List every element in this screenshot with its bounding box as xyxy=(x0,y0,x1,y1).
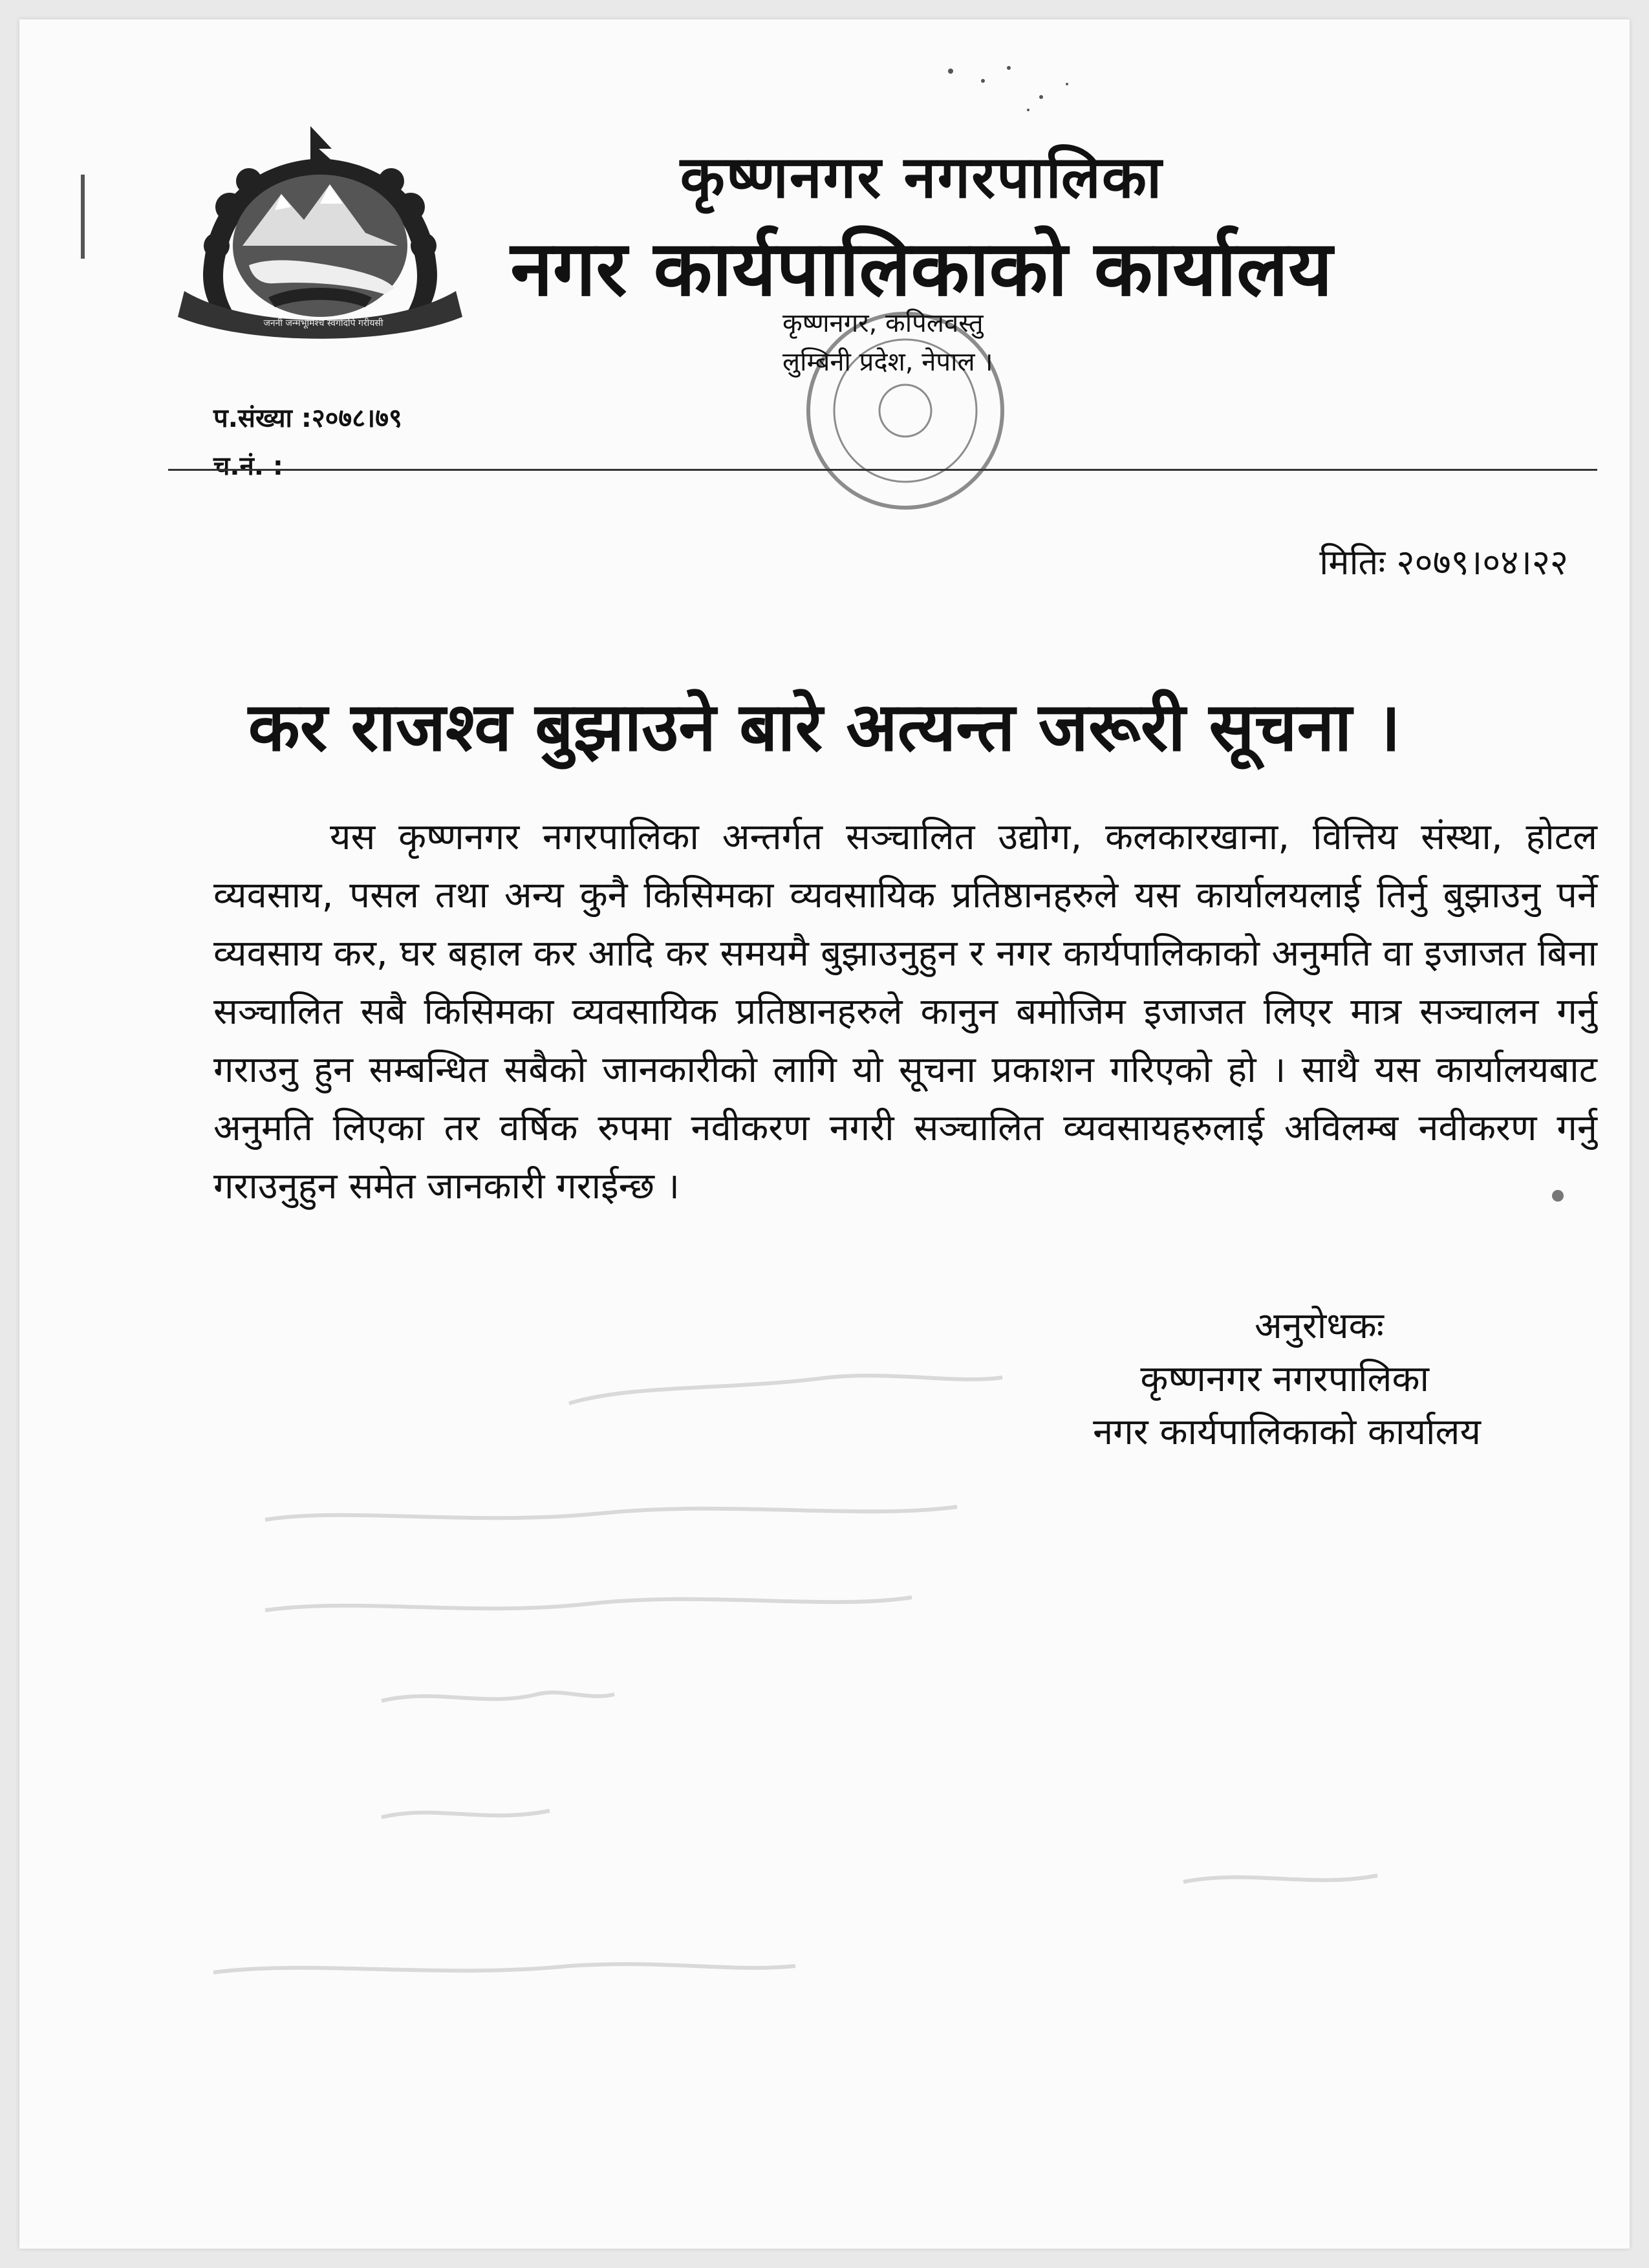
municipality-name: कृष्णनगर नगरपालिका xyxy=(680,144,1163,211)
notice-body xyxy=(213,808,1597,1216)
office-name: नगर कार्यपालिकाको कार्यालय xyxy=(510,224,1333,313)
requester-label: अनुरोधकः xyxy=(1254,1305,1384,1347)
bleed-through-handwriting xyxy=(19,1313,1630,2218)
reference-block xyxy=(213,394,402,490)
document-page xyxy=(19,19,1630,2249)
address-line-1: कृष्णनगर, कपिलवस्तु xyxy=(782,308,984,338)
document-date: मितिः २०७९।०४।२२ xyxy=(1319,542,1568,583)
header-divider xyxy=(168,469,1597,471)
address-line-2: लुम्बिनी प्रदेश, नेपाल । xyxy=(782,347,993,377)
dispatch-number: च.नं. : xyxy=(213,451,283,481)
signatory-office: नगर कार्यपालिकाको कार्यालय xyxy=(1093,1411,1481,1453)
emblem-motto: जननी जन्मभूमिश्च स्वर्गादपि गरीयसी xyxy=(263,318,383,329)
scan-marks xyxy=(938,58,1132,123)
notice-subject: कर राजश्व बुझाउने बारे अत्यन्त जरूरी सूचना । xyxy=(248,687,1401,766)
notice-body-text: यस कृष्णनगर नगरपालिका अन्तर्गत सञ्चालित उद्योग, कलकारखाना, वित्तिय संस्था, होटल व्यवसाय, पसल तथा अन्य कुनै किसिमका व्यवसायिक प्रतिष्ठानहरुले यस कार्यालयलाई तिर्नु बुझाउनु पर्ने व्यवसाय कर, घर बहाल कर आदि कर समयमै बुझाउनुहुन र नगर कार्यपालिकाको अनुमति वा इजाजत बिना सञ्चालित सबै किसिमका व्यवसायिक प्रतिष्ठानहरुले कानुन बमोजिम इजाजत लिएर मात्र सञ्चालन गर्नु गराउनु हुन सम्बन्धित सबैको जानकारीको लागि यो सूचना प्रकाशन गरिएको हो । साथै यस कार्यालयबाट अनुमति लिएका तर वर्षिक रुपमा नवीकरण नगरी सञ्चालित व्यवसायहरुलाई अविलम्ब नवीकरण गर्नु गराउनुहुन समेत जानकारी गराईन्छ । xyxy=(213,816,1597,1207)
letter-number: प.संख्या :२०७८।७९ xyxy=(213,404,402,433)
scan-speck xyxy=(1552,1190,1564,1202)
office-address xyxy=(782,304,993,382)
signatory-municipality: कृष्णनगर नगरपालिका xyxy=(1140,1358,1429,1400)
